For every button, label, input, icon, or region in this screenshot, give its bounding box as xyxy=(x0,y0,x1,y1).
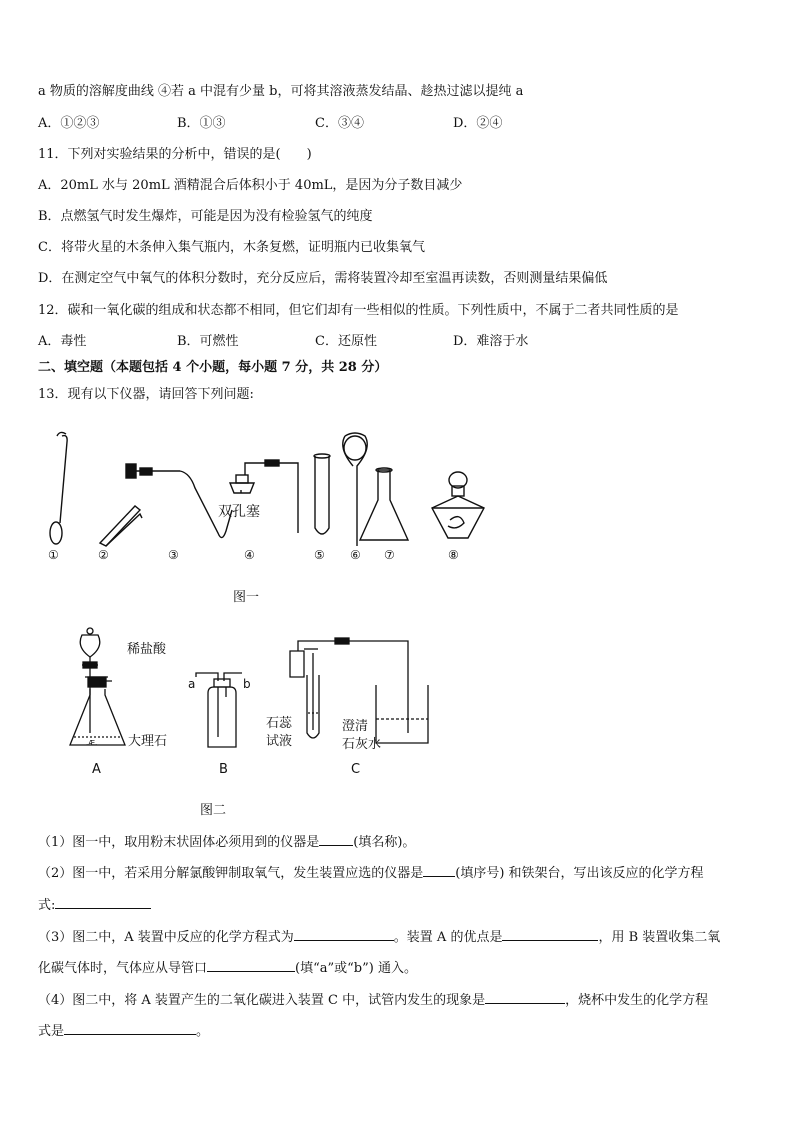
label-shuangkongsai: 双孔塞 xyxy=(218,504,260,520)
q13-part-2 xyxy=(38,862,704,883)
q10-option-a: A．①②③ xyxy=(38,116,100,131)
q13-part-2-cont xyxy=(38,894,151,915)
q11-option-a: A．20mL 水与 20mL 酒精混合后体积小于 40mL，是因为分子数目减少 xyxy=(38,178,463,193)
q13-p1-text: （1）图一中，取用粉末状固体必须用到的仪器是 xyxy=(38,835,320,850)
fig1-number-2: ② xyxy=(98,548,109,562)
q11-stem: 11．下列对实验结果的分析中，错误的是( ) xyxy=(38,147,312,162)
answer-blank-8[interactable] xyxy=(64,1020,196,1035)
label-chengqing: 澄清 xyxy=(342,719,369,734)
q13-p3-tail: ，用 B 装置收集二氧 xyxy=(598,930,721,945)
svg-text:.Æ.: .Æ. xyxy=(86,739,98,747)
apparatus-label-a: A xyxy=(92,762,101,777)
q13-p2-equation-label: 式: xyxy=(38,898,56,913)
apparatus-a-icon xyxy=(70,628,125,747)
q12-option-a: A．毒性 xyxy=(38,334,87,349)
q13-part-1 xyxy=(38,831,415,852)
label-dalishi: 大理石 xyxy=(128,734,168,749)
q13-p2-tail: (填序号) 和铁架台，写出该反应的化学方程 xyxy=(455,866,704,881)
section-heading: 二、填空题（本题包括 4 个小题，每小题 7 分，共 28 分） xyxy=(38,360,388,375)
label-shiye: 试液 xyxy=(266,734,293,749)
q13-p3-text: （3）图二中，A 装置中反应的化学方程式为 xyxy=(38,930,294,945)
q10-option-b: B．①③ xyxy=(177,116,226,131)
q13-part-4 xyxy=(38,989,708,1010)
q13-p3-cont-text: 化碳气体时，气体应从导管口 xyxy=(38,961,208,976)
fig1-number-7: ⑦ xyxy=(384,548,395,562)
q13-part-3 xyxy=(38,926,720,947)
q11-option-d: D．在测定空气中氧气的体积分数时，充分反应后，需将装置冷却至室温再读数，否则测量结果偏低 xyxy=(38,271,608,286)
figure-2-caption: 图二 xyxy=(200,803,227,818)
q11-option-c: C．将带火星的木条伸入集气瓶内，木条复燃，证明瓶内已收集氧气 xyxy=(38,240,425,255)
q13-p4-text: （4）图二中，将 A 装置产生的二氧化碳进入装置 C 中，试管内发生的现象是 xyxy=(38,993,486,1008)
answer-blank-6[interactable] xyxy=(207,957,295,972)
fig1-number-4: ④ xyxy=(244,548,255,562)
bent-glass-tube-icon xyxy=(126,464,232,538)
answer-blank-3[interactable] xyxy=(55,894,151,909)
answer-blank-5[interactable] xyxy=(502,926,598,941)
answer-blank-2[interactable] xyxy=(423,862,455,877)
figure-1-caption: 图一 xyxy=(233,590,260,605)
q13-part-3-cont xyxy=(38,957,417,978)
medicine-spoon-icon xyxy=(50,432,67,544)
apparatus-b-icon xyxy=(196,673,242,747)
q10-option-c: C．③④ xyxy=(315,116,364,131)
fig1-number-5: ⑤ xyxy=(314,548,325,562)
q13-p4-equation-label: 式是 xyxy=(38,1024,65,1039)
q13-p2-text: （2）图一中，若采用分解氯酸钾制取氧气，发生装置应选的仪器是 xyxy=(38,866,424,881)
two-hole-stopper-icon xyxy=(230,460,298,533)
label-xiyansuan: 稀盐酸 xyxy=(127,642,167,657)
figure-2-apparatus xyxy=(60,625,440,760)
answer-blank-1[interactable] xyxy=(319,831,353,846)
funnel-icon xyxy=(343,433,367,546)
fig1-number-1: ① xyxy=(48,548,59,562)
q13-p1-tail: (填名称)。 xyxy=(353,835,416,850)
q13-stem: 13．现有以下仪器，请回答下列问题: xyxy=(38,387,254,402)
q13-p4-end: 。 xyxy=(196,1024,210,1039)
apparatus-label-b: B xyxy=(219,762,228,777)
label-tube-b: b xyxy=(243,677,251,691)
fig1-number-3: ③ xyxy=(168,548,179,562)
conical-flask-icon xyxy=(360,468,408,540)
tweezers-icon xyxy=(100,506,142,546)
q12-option-b: B．可燃性 xyxy=(177,334,239,349)
answer-blank-4[interactable] xyxy=(294,926,394,941)
label-shihuishui: 石灰水 xyxy=(342,737,382,752)
test-tube-icon xyxy=(314,454,330,534)
q13-p3-cont-tail: (填“a”或“b”) 通入。 xyxy=(295,961,417,976)
answer-blank-7[interactable] xyxy=(485,989,565,1004)
q11-option-b: B．点燃氢气时发生爆炸，可能是因为没有检验氢气的纯度 xyxy=(38,209,373,224)
apparatus-label-c: C xyxy=(351,762,361,777)
label-tube-a: a xyxy=(188,677,196,691)
q13-p3-middle: 。装置 A 的优点是 xyxy=(393,930,503,945)
q12-option-c: C．还原性 xyxy=(315,334,377,349)
q12-stem: 12．碳和一氧化碳的组成和状态都不相同，但它们却有一些相似的性质。下列性质中，不属于二者共同性质的是 xyxy=(38,303,679,318)
q10-tail-text: a 物质的溶解度曲线 ④若 a 中混有少量 b，可将其溶液蒸发结晶、趁热过滤以提纯 a xyxy=(38,84,524,99)
figure-1-apparatus xyxy=(40,428,510,573)
q13-part-4-cont xyxy=(38,1020,209,1041)
label-shirui: 石蕊 xyxy=(266,716,293,731)
alcohol-lamp-icon xyxy=(432,472,484,538)
fig1-number-8: ⑧ xyxy=(448,548,459,562)
q10-option-d: D．②④ xyxy=(453,116,503,131)
q12-option-d: D．难溶于水 xyxy=(453,334,529,349)
q13-p4-tail: ，烧杯中发生的化学方程 xyxy=(565,993,709,1008)
fig1-number-6: ⑥ xyxy=(350,548,361,562)
